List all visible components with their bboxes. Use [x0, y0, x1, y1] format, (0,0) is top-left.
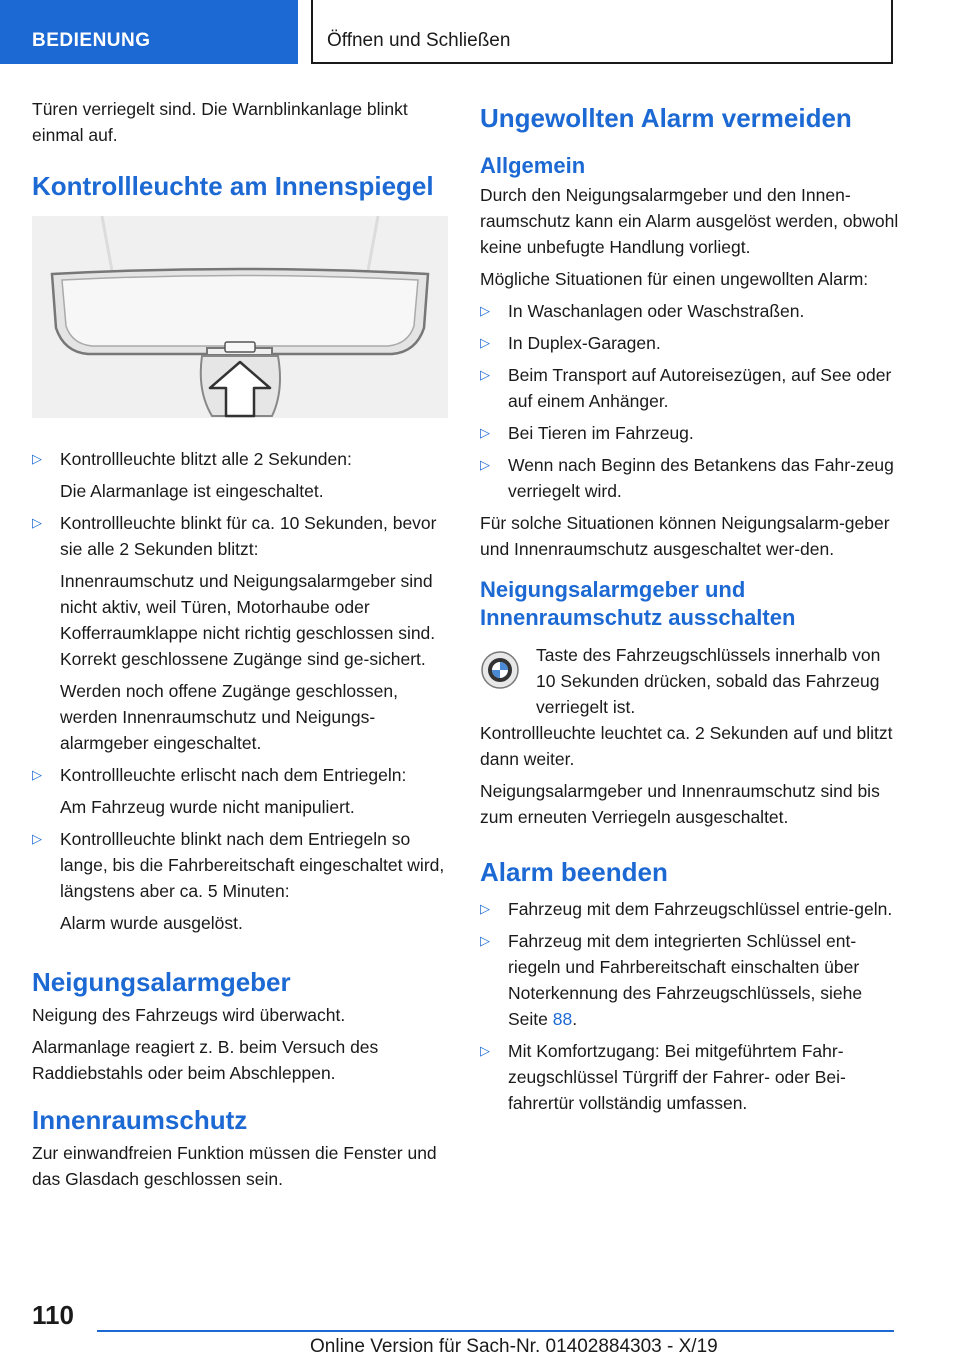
kontrollleuchte-list — [32, 446, 450, 936]
triangle-bullet-icon: ▷ — [32, 767, 42, 782]
left-column — [32, 96, 450, 1198]
list-item — [480, 452, 900, 504]
footer-divider — [97, 1330, 894, 1332]
list-item-text: Kontrollleuchte blitzt alle 2 Sekunden: — [60, 449, 352, 469]
list-item-text: Fahrzeug mit dem Fahrzeugschlüssel entrie‐geln. — [508, 899, 893, 919]
list-item-text-end: . — [572, 1009, 578, 1029]
mirror-drawing — [32, 216, 448, 418]
list-item-text: Bei Tieren im Fahrzeug. — [508, 423, 694, 443]
list-item — [480, 330, 900, 356]
header-section-tab — [0, 0, 298, 64]
triangle-bullet-icon: ▷ — [480, 1043, 490, 1058]
list-item — [32, 826, 450, 936]
list-item — [480, 928, 900, 1032]
intro-paragraph: Türen verriegelt sind. Die Warnblinkanlage blinkt einmal auf. — [32, 99, 408, 145]
heading-innenraumschutz: Innenraumschutz — [32, 1105, 248, 1135]
header-section-label: BEDIENUNG — [32, 30, 151, 51]
list-item-subtext: Die Alarmanlage ist eingeschaltet. — [60, 481, 324, 501]
triangle-bullet-icon: ▷ — [32, 451, 42, 466]
allgemein-paragraph-2: Mögliche Situationen für einen ungewollten Alarm: — [480, 269, 869, 289]
triangle-bullet-icon: ▷ — [480, 367, 490, 382]
list-item-text: Wenn nach Beginn des Betankens das Fahr‐zeug verriegelt wird. — [508, 455, 894, 501]
header-title: Öffnen und Schließen — [327, 30, 511, 51]
list-item-text: Kontrollleuchte erlischt nach dem Entriegeln: — [60, 765, 407, 785]
triangle-bullet-icon: ▷ — [480, 335, 490, 350]
heading-kontrollleuchte: Kontrollleuchte am Innenspiegel — [32, 171, 434, 201]
heading-ungewollten-alarm: Ungewollten Alarm vermeiden — [480, 103, 852, 133]
list-item — [32, 446, 450, 504]
triangle-bullet-icon: ▷ — [480, 425, 490, 440]
triangle-bullet-icon: ▷ — [32, 515, 42, 530]
list-item-subtext: Am Fahrzeug wurde nicht manipuliert. — [60, 797, 355, 817]
list-item-subtext: Werden noch offene Zugänge geschlossen, werden Innenraumschutz und Neigungs‐alarmgeber eingeschaltet. — [60, 681, 398, 753]
kontroll-paragraph: Kontrollleuchte leuchtet ca. 2 Sekunden auf und blitzt dann weiter. — [480, 723, 893, 769]
ausgeschaltet-paragraph: Neigungsalarmgeber und Innenraumschutz sind bis zum erneuten Verriegeln ausgeschaltet. — [480, 781, 880, 827]
neigung-paragraph-1: Neigung des Fahrzeugs wird überwacht. — [32, 1005, 346, 1025]
innenraum-paragraph: Zur einwandfreien Funktion müssen die Fenster und das Glasdach geschlossen sein. — [32, 1143, 437, 1189]
bmw-key-icon — [480, 650, 520, 690]
triangle-bullet-icon: ▷ — [32, 831, 42, 846]
situations-list — [480, 298, 900, 504]
list-item-text: Mit Komfortzugang: Bei mitgeführtem Fahr‐zeugschlüssel Türgriff der Fahrer- oder Bei‐fahrertür vollständig umfassen. — [508, 1041, 846, 1113]
triangle-bullet-icon: ▷ — [480, 303, 490, 318]
key-instruction — [480, 642, 900, 720]
triangle-bullet-icon: ▷ — [480, 933, 490, 948]
list-item-text: In Duplex-Garagen. — [508, 333, 661, 353]
heading-allgemein: Allgemein — [480, 153, 586, 178]
allgemein-paragraph-1: Durch den Neigungsalarmgeber und den Innen‐raumschutz kann ein Alarm ausgelöst werden, obwohl keine unbefugte Handlung vorliegt. — [480, 185, 899, 257]
header-title-box — [311, 0, 893, 64]
key-instruction-text: Taste des Fahrzeugschlüssels innerhalb von 10 Sekunden drücken, sobald das Fahrzeug verriegelt ist. — [536, 645, 881, 717]
footer-text: Online Version für Sach-Nr. 01402884303 - X/19 — [310, 1336, 718, 1357]
list-item-subtext: Alarm wurde ausgelöst. — [60, 913, 243, 933]
neigung-paragraph-2: Alarmanlage reagiert z. B. beim Versuch des Raddiebstahls oder beim Abschleppen. — [32, 1037, 379, 1083]
list-item-text: Fahrzeug mit dem integrierten Schlüssel ent‐riegeln und Fahrbereitschaft einschalten über Noterkennung des Fahrzeugschlüssels, siehe Seite — [508, 931, 863, 1029]
list-item — [480, 362, 900, 414]
heading-ausschalten: Neigungsalarmgeber und Innenraumschutz ausschalten — [480, 577, 796, 630]
list-item-subtext: Innenraumschutz und Neigungsalarmgeber sind nicht aktiv, weil Türen, Motorhaube oder Kofferraumklappe nicht richtig geschlossen sind. Korrekt geschlossene Zugänge sind ge‐sichert. — [60, 571, 436, 669]
heading-alarm-beenden: Alarm beenden — [480, 857, 668, 887]
list-item — [480, 420, 900, 446]
list-item-text: In Waschanlagen oder Waschstraßen. — [508, 301, 805, 321]
list-item-text: Beim Transport auf Autoreisezügen, auf See oder auf einem Anhänger. — [508, 365, 892, 411]
list-item-text: Kontrollleuchte blinkt nach dem Entriegeln so lange, bis die Fahrbereitschaft eingeschaltet wird, längstens aber ca. 5 Minuten: — [60, 829, 445, 901]
page-number: 110 — [32, 1300, 74, 1330]
list-item — [32, 510, 450, 756]
right-column — [480, 96, 900, 1122]
list-item — [480, 896, 900, 922]
heading-neigungsalarmgeber: Neigungsalarmgeber — [32, 967, 291, 997]
page-link[interactable]: 88 — [552, 1009, 573, 1029]
rearview-mirror-illustration — [32, 216, 448, 418]
list-item — [480, 298, 900, 324]
triangle-bullet-icon: ▷ — [480, 901, 490, 916]
alarm-beenden-list — [480, 896, 900, 1116]
list-item — [480, 1038, 900, 1116]
list-item-text: Kontrollleuchte blinkt für ca. 10 Sekunden, bevor sie alle 2 Sekunden blitzt: — [60, 513, 437, 559]
list-item — [32, 762, 450, 820]
situations-paragraph: Für solche Situationen können Neigungsalarm‐geber und Innenraumschutz ausgeschaltet wer‐den. — [480, 513, 890, 559]
triangle-bullet-icon: ▷ — [480, 457, 490, 472]
